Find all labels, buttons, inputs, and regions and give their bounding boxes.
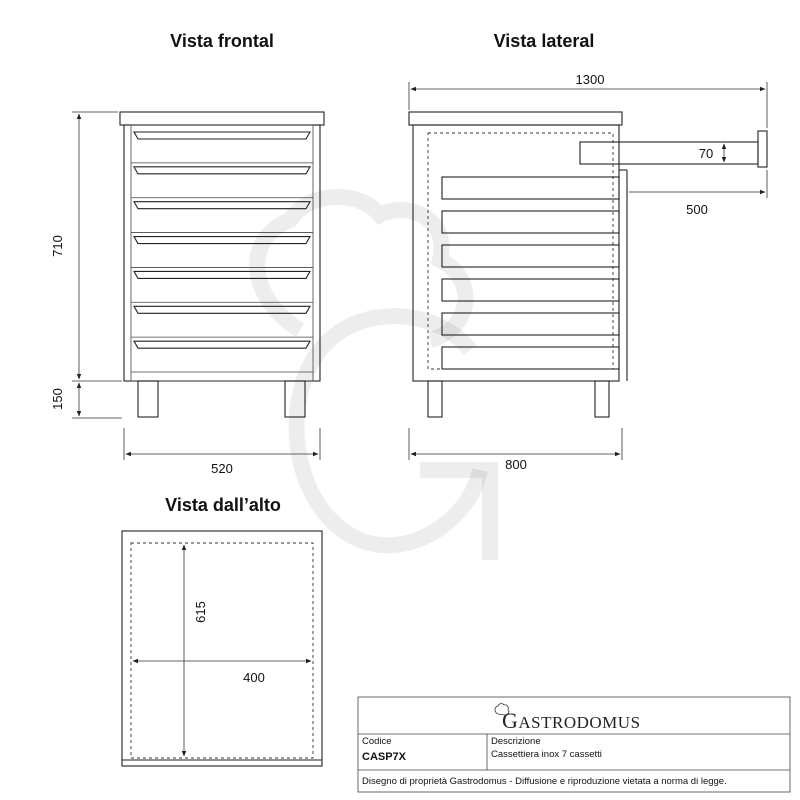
side-right-leg <box>595 381 609 417</box>
extension-label: 500 <box>686 202 708 217</box>
side-view-title: Vista lateral <box>493 31 595 51</box>
front-view <box>50 112 324 476</box>
extended-drawer <box>580 142 758 164</box>
top-inner-dashed <box>131 543 313 758</box>
front-drawers <box>131 132 313 372</box>
front-drawer <box>131 341 313 372</box>
extended-drawer-front <box>758 131 767 167</box>
overall-width-label: 1300 <box>575 72 605 87</box>
side-left-leg <box>428 381 442 417</box>
code-label: Codice <box>362 736 392 747</box>
footer-note: Disegno di proprietà Gastrodomus - Diffusione e riproduzione vietata a norma di legge. <box>362 776 727 787</box>
front-left-leg <box>138 381 158 417</box>
front-worktop <box>120 112 324 125</box>
side-worktop <box>409 112 622 125</box>
code-value: CASP7X <box>362 751 407 763</box>
front-drawer <box>131 167 313 198</box>
description-value: Cassettiera inox 7 cassetti <box>491 749 602 760</box>
front-inner-frame <box>131 125 313 381</box>
leg-height-label: 150 <box>50 388 65 410</box>
description-label: Descrizione <box>491 736 541 747</box>
front-drawer <box>131 237 313 268</box>
top-view-title: Vista dall’alto <box>165 495 281 515</box>
front-height-label: 710 <box>50 235 65 257</box>
top-view <box>122 531 322 766</box>
title-block <box>358 697 790 792</box>
watermark-logo <box>257 197 490 560</box>
top-width-label: 400 <box>243 670 265 685</box>
front-drawer <box>131 132 313 163</box>
front-view-title: Vista frontal <box>170 31 274 51</box>
front-body <box>124 125 320 381</box>
side-depth-label: 800 <box>505 457 527 472</box>
top-depth-label: 615 <box>193 601 208 623</box>
brand-name: GASTRODOMUS <box>502 708 641 733</box>
top-outline <box>122 531 322 766</box>
front-drawer <box>131 271 313 302</box>
front-width-label: 520 <box>211 461 233 476</box>
side-drawer <box>442 211 619 233</box>
side-drawer <box>442 245 619 267</box>
side-drawer <box>442 177 619 199</box>
handle-dimension-label: 70 <box>698 146 714 161</box>
